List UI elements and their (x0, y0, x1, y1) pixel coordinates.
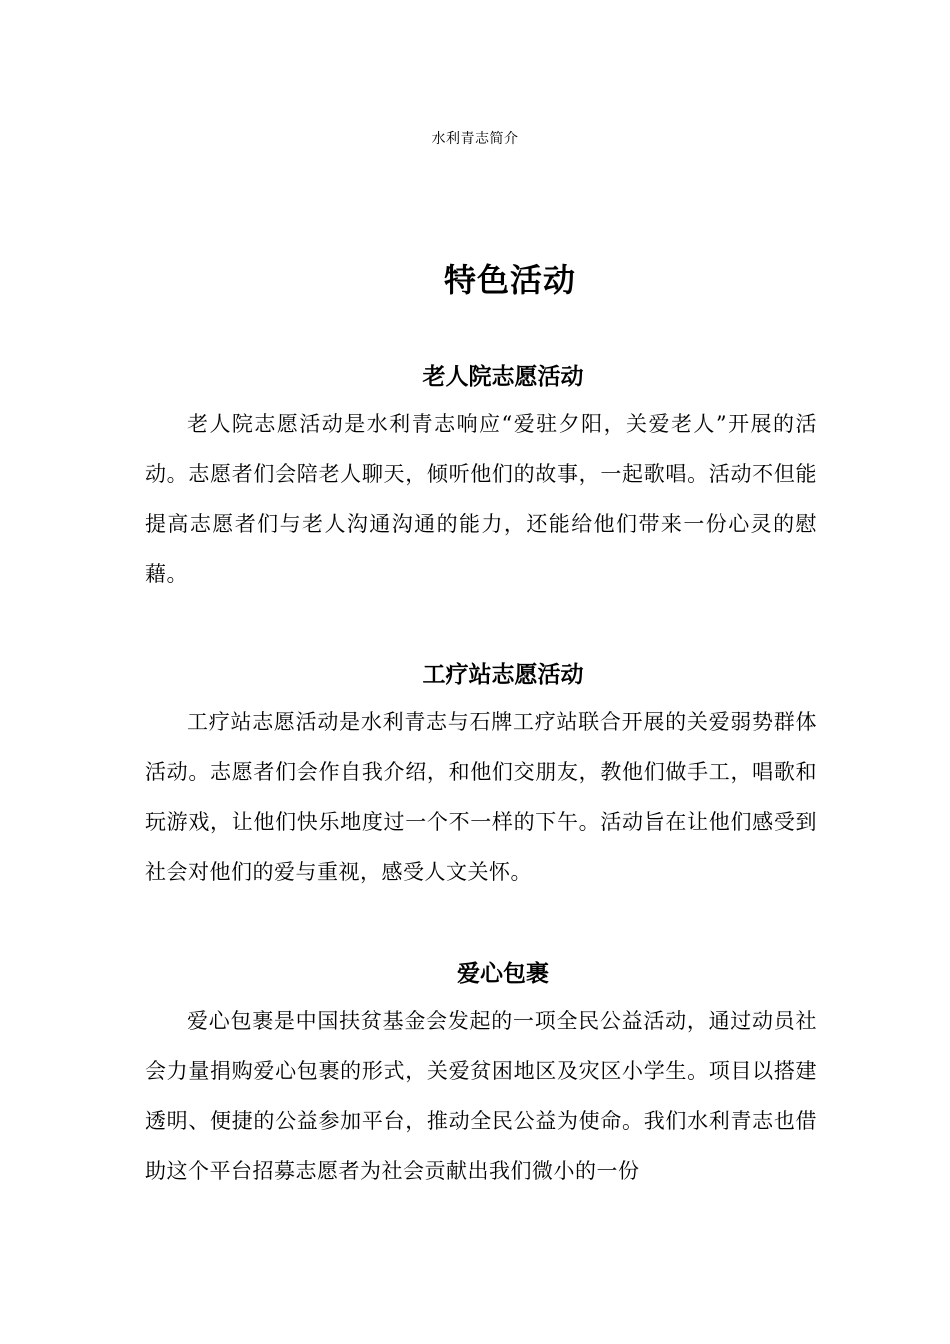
page-title: 特色活动 (443, 261, 576, 299)
page-header: 水利青志简介 (431, 131, 519, 147)
section-body-elderly-home: 老人院志愿活动是水利青志响应“爱驻夕阳，关爱老人”开展的活动。志愿者们会陪老人聊天，倾听他们的故事，一起歌唱。活动不但能提高志愿者们与老人沟通沟通的能力，还能给他们带来一份心灵的慰藉。 (145, 412, 817, 586)
section-body-love-package: 爱心包裹是中国扶贫基金会发起的一项全民公益活动，通过动员社会力量捐购爱心包裹的形式，关爱贫困地区及灾区小学生。项目以搭建透明、便捷的公益参加平台，推动全民公益为使命。我们水利青志也借助这个平台招募志愿者为社会贡献出我们微小的一份 (145, 1009, 817, 1183)
section-title-love-package: 爱心包裹 (457, 961, 549, 987)
section-title-work-therapy: 工疗站志愿活动 (422, 662, 584, 688)
section-body-work-therapy: 工疗站志愿活动是水利青志与石牌工疗站联合开展的关爱弱势群体活动。志愿者们会作自我介绍，和他们交朋友，教他们做手工，唱歌和玩游戏，让他们快乐地度过一个不一样的下午。活动旨在让他们感受到社会对他们的爱与重视，感受人文关怀。 (145, 710, 817, 884)
section-title-elderly-home: 老人院志愿活动 (422, 364, 584, 390)
